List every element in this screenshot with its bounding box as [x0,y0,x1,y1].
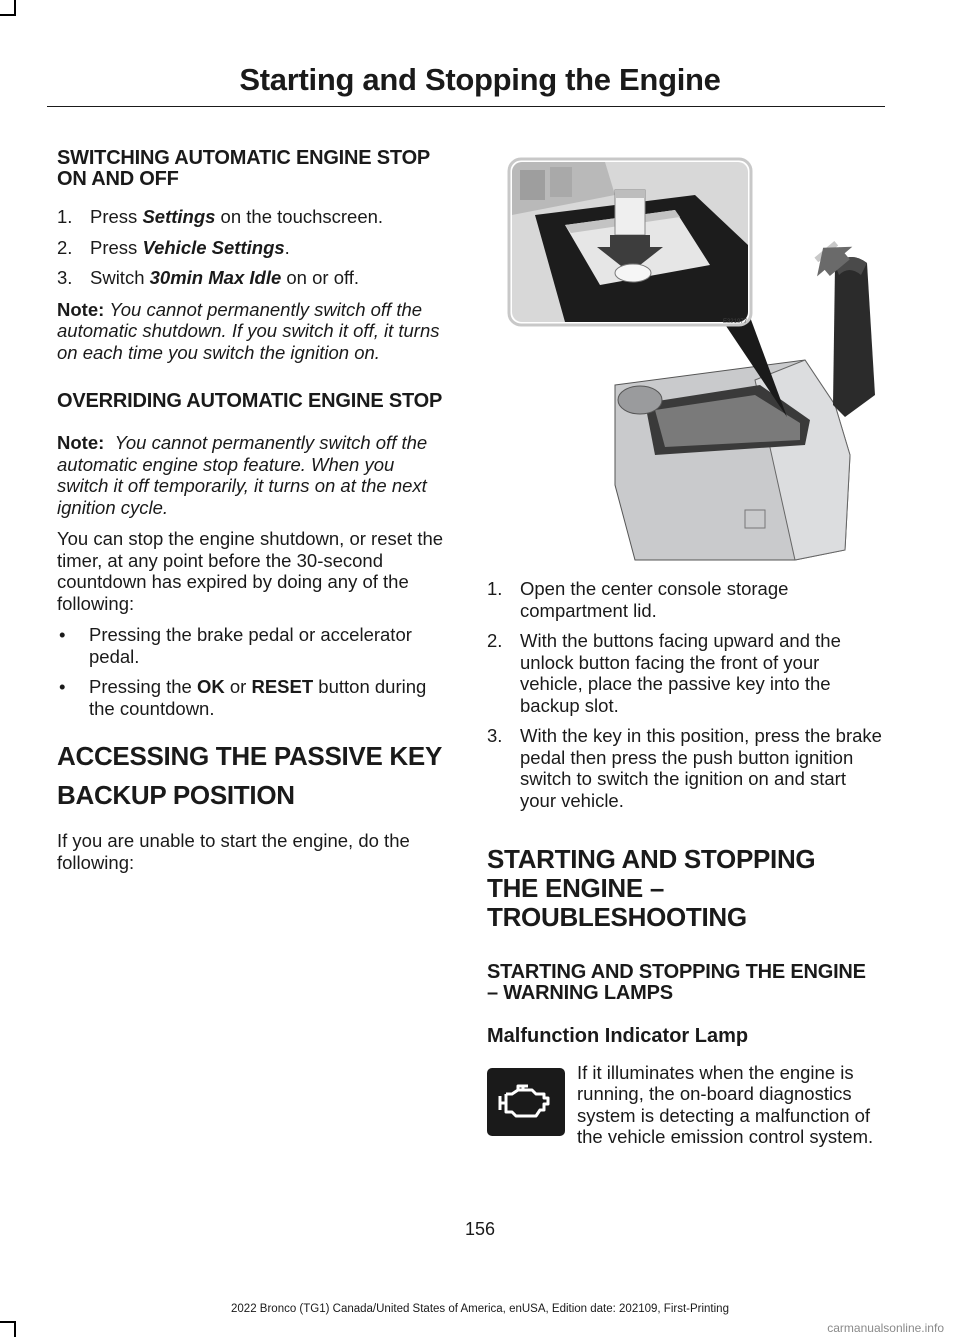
step-text: on or off. [281,267,360,288]
page-title: Starting and Stopping the Engine [239,62,721,97]
bullet-text: Pressing the brake pedal or accelerator pedal. [89,624,412,667]
step-text: on the touchscreen. [215,206,384,227]
engine-icon [487,1068,565,1136]
button-name: OK [196,676,225,697]
bullet-text: or [224,676,252,697]
paragraph: If it illuminates when the engine is running, the on-board diagnostics system is detecting a malfunction of the vehicle emission control system. [577,1061,874,1147]
switching-steps [57,206,449,289]
note-label: Note: [57,432,105,453]
passive-key-steps [487,578,882,811]
heading-malfunction-lamp: Malfunction Indicator Lamp [487,1025,749,1047]
step-number: 1. [57,206,73,227]
list-item [57,206,449,228]
note [57,432,449,518]
page-number: 156 [464,1219,496,1239]
crop-mark [0,1321,16,1323]
section-heading-passive-key [57,742,449,810]
menu-name: Settings [142,206,216,227]
watermark: carmanualsonline.info [827,1321,944,1335]
step-text: With the buttons facing upward and the unlock button facing the front of your vehicle, place the passive key into the backup slot. [520,630,841,716]
section-heading-switching: SWITCHING AUTOMATIC ENGINE STOP ON AND OFF [57,147,430,190]
step-number: 2. [487,630,503,651]
list-item [57,267,449,289]
mil-description [487,1062,882,1148]
note-text: You cannot permanently switch off the automatic shutdown. If you switch it off, it turns on each time you switch the ignition on. [57,298,440,363]
step-number: 1. [487,578,503,599]
override-bullets [57,624,449,719]
crop-mark [14,0,16,14]
section-heading-warning-lamps: STARTING AND STOPPING THE ENGINE – WARNING LAMPS [487,961,866,1004]
bullet-icon: • [59,676,66,697]
list-item [487,725,882,811]
title-divider [47,106,885,107]
edition-footer: 2022 Bronco (TG1) Canada/United States of America, enUSA, Edition date: 202109, First-Printing [231,1303,729,1315]
step-number: 3. [57,267,73,288]
note [57,299,449,364]
section-heading-overriding: OVERRIDING AUTOMATIC ENGINE STOP [57,390,443,412]
bullet-icon: • [59,624,66,645]
heading-line: THE ENGINE – [487,873,664,903]
note-label: Note: [57,298,105,320]
list-item [57,676,449,719]
menu-name: 30min Max Idle [149,267,282,288]
heading-line: ACCESSING THE PASSIVE KEY [57,741,442,771]
menu-name: Vehicle Settings [142,236,285,258]
note-text: You cannot permanently switch off the automatic engine stop feature. When you switch it off temporarily, it turns on at the next ignition cycle. [57,432,428,518]
list-item [57,624,449,667]
bullet-text: Pressing the [89,676,197,697]
step-number: 3. [487,725,503,746]
heading-line: BACKUP POSITION [57,780,295,810]
heading-line: TROUBLESHOOTING [487,902,747,932]
list-item [487,630,882,716]
paragraph: If you are unable to start the engine, do the following: [57,830,410,873]
crop-mark [0,14,16,16]
heading-line: STARTING AND STOPPING [487,844,816,874]
crop-mark [14,1323,16,1337]
step-text: Open the center console storage compartment lid. [520,578,789,621]
step-number: 2. [57,236,73,258]
bullet-text: button during the countdown. [89,676,427,719]
button-name: RESET [251,676,314,697]
step-text: Press [90,206,143,227]
console-illustration [505,155,880,563]
step-text: Press [90,236,143,258]
list-item [487,578,882,621]
figure-code: E321977 [722,319,747,325]
right-column [487,578,882,1158]
step-text: . [284,236,290,258]
list-item [57,237,449,259]
left-column [57,148,449,883]
step-text: With the key in this position, press the brake pedal then press the push button ignition switch to switch the ignition on and start your vehicle. [520,725,882,811]
step-text: Switch [90,267,150,288]
section-heading-troubleshooting [487,845,882,932]
paragraph: You can stop the engine shutdown, or reset the timer, at any point before the 30-second countdown has expired by doing any of the following: [57,528,444,614]
